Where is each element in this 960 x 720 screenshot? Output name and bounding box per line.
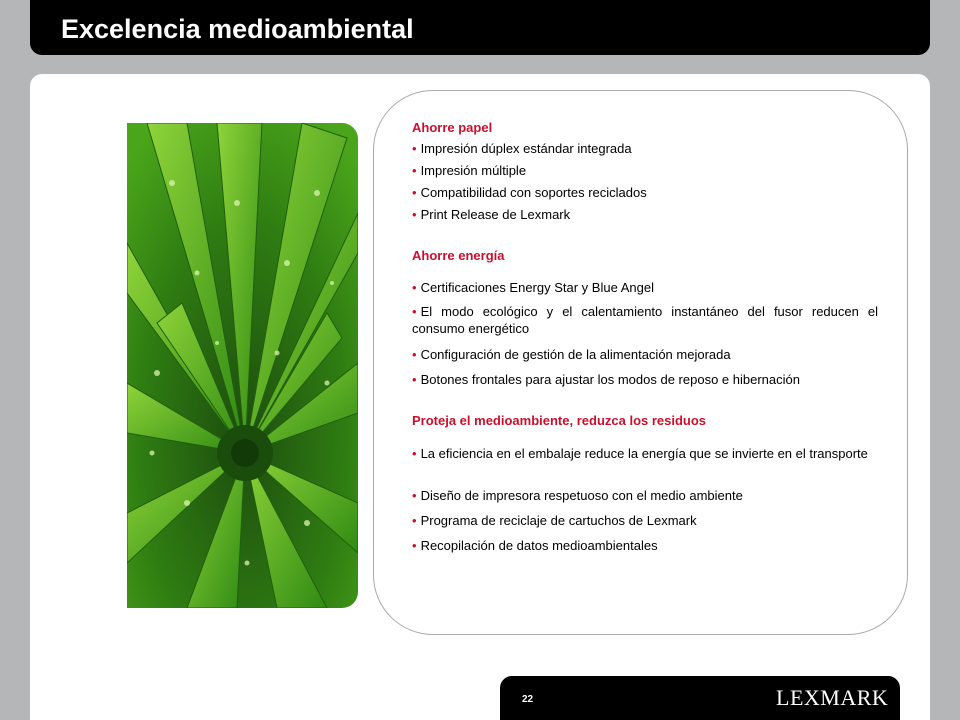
list-item: • Print Release de Lexmark — [412, 207, 571, 222]
bullet-icon: • — [412, 185, 417, 200]
list-item: • Botones frontales para ajustar los modos de reposo e hibernación — [412, 372, 800, 387]
list-item: • Compatibilidad con soportes reciclados — [412, 185, 647, 200]
plant-photo-icon — [127, 123, 358, 608]
list-item: • Programa de reciclaje de cartuchos de Lexmark — [412, 513, 697, 528]
logo-text: LEXMARK — [776, 685, 889, 710]
bullet-icon: • — [412, 538, 417, 553]
section-heading-environment: Proteja el medioambiente, reduzca los residuos — [412, 413, 707, 428]
page-title: Excelencia medioambiental — [61, 14, 414, 44]
list-item: • Recopilación de datos medioambientales — [412, 538, 658, 553]
list-item: • Configuración de gestión de la alimentación mejorada — [412, 347, 731, 362]
bullet-icon: • — [412, 304, 417, 319]
list-item: • Impresión múltiple — [412, 163, 527, 178]
bullet-icon: • — [412, 372, 417, 387]
list-item: • Diseño de impresora respetuoso con el medio ambiente — [412, 488, 743, 503]
bullet-icon: • — [412, 513, 417, 528]
bullet-icon: • — [412, 163, 417, 178]
bullet-icon: • — [412, 488, 417, 503]
list-item: • La eficiencia en el embalaje reduce la energía que se invierte en el transporte — [412, 446, 868, 461]
list-item: • Impresión dúplex estándar integrada — [412, 141, 632, 156]
lexmark-logo — [776, 683, 889, 713]
list-item: • El modo ecológico y el calentamiento instantáneo del fusor reducen el consumo energético — [412, 304, 878, 336]
bullet-icon: • — [412, 446, 417, 461]
bullet-icon: • — [412, 347, 417, 362]
section-heading-paper: Ahorre papel — [412, 120, 493, 135]
section-heading-energy: Ahorre energía — [412, 248, 505, 263]
page-number: 22 — [522, 694, 534, 705]
bullet-icon: • — [412, 280, 417, 295]
bullet-icon: • — [412, 141, 417, 156]
bullet-icon: • — [412, 207, 417, 222]
list-item: • Certificaciones Energy Star y Blue Angel — [412, 280, 654, 295]
